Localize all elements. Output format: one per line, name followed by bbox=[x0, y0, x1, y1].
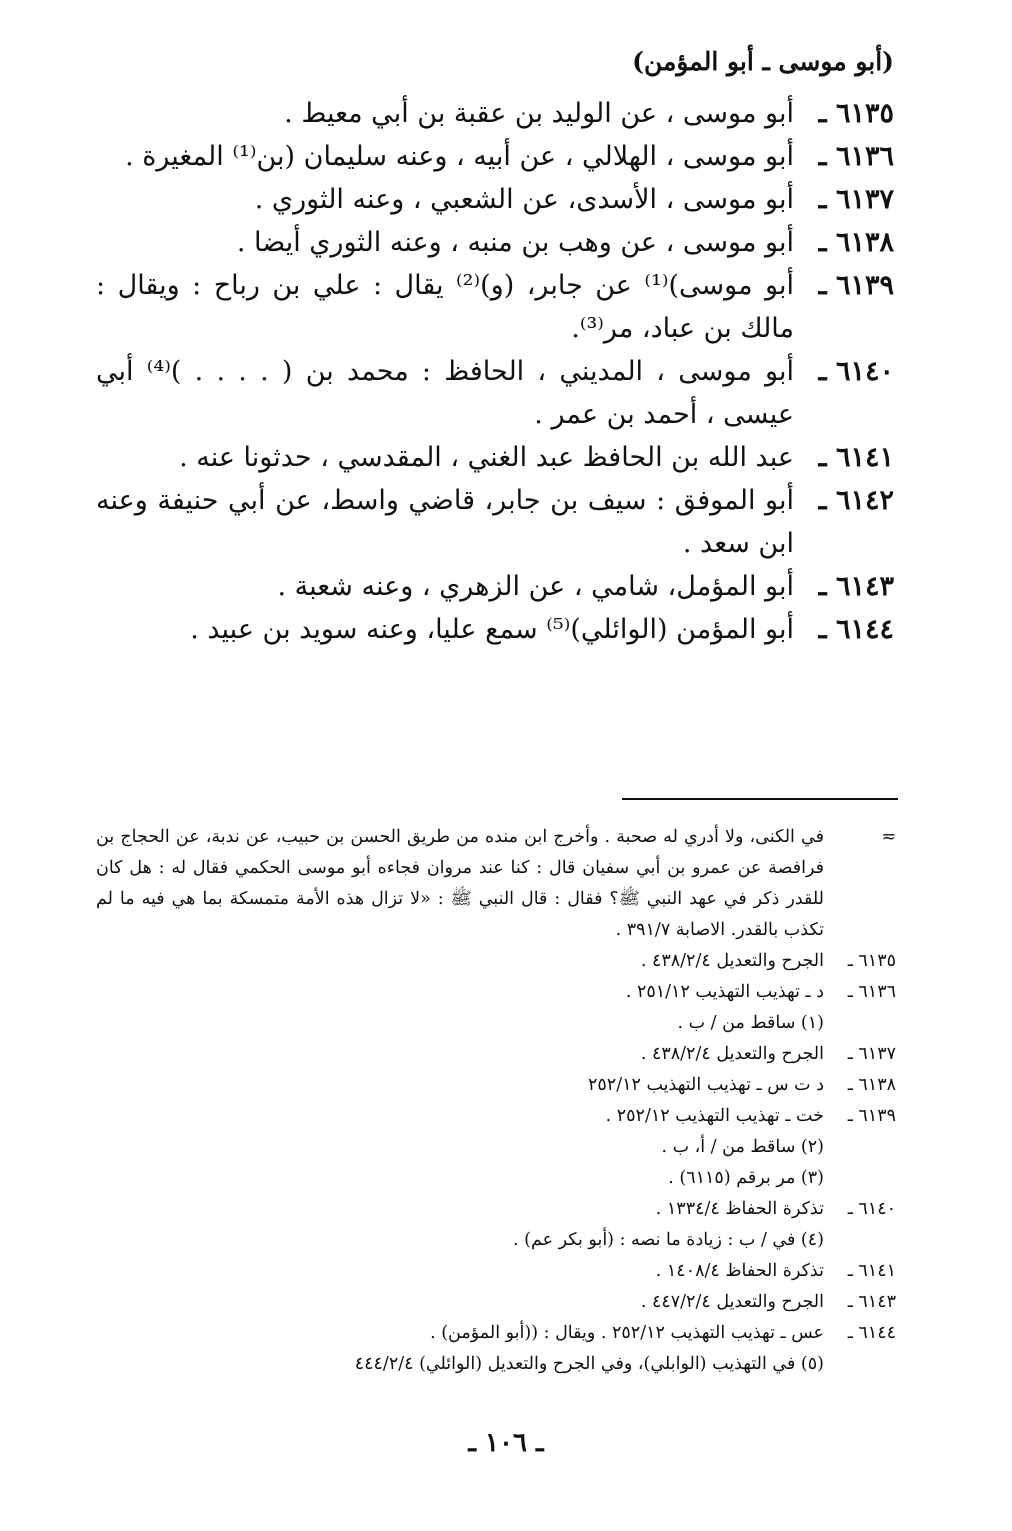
footnote-label: ٦١٤٠ ـ bbox=[847, 1199, 896, 1219]
footnote-text: الجرح والتعديل ٤٣٨/٢/٤ . bbox=[640, 1044, 824, 1064]
footnote-row bbox=[96, 822, 896, 946]
footnote-label: ٦١٣٩ ـ bbox=[847, 1106, 896, 1126]
entry-text: أبو المؤمن (الوائلي)⁽⁵⁾ سمع عليا، وعنه سويد بن عبيد . bbox=[190, 614, 794, 645]
entry-item bbox=[96, 436, 894, 479]
entry-item bbox=[96, 264, 894, 350]
footnote-label: ٦١٣٥ ـ bbox=[847, 951, 896, 971]
entry-text: أبو موسى ، عن وهب بن منبه ، وعنه الثوري أيضا . bbox=[236, 227, 794, 258]
footnote-row bbox=[96, 1256, 896, 1287]
entry-text: أبو موسى ، الأسدى، عن الشعبي ، وعنه الثوري . bbox=[254, 184, 794, 215]
footnote-row bbox=[96, 1101, 896, 1132]
footnote-row bbox=[96, 1349, 896, 1380]
footnote-text: تذكرة الحفاظ ١٤٠٨/٤ . bbox=[655, 1261, 824, 1281]
footnote-row bbox=[96, 1008, 896, 1039]
footnote-label: ≂ bbox=[881, 827, 896, 847]
entry-number: ٦١٣٨ ـ bbox=[818, 227, 894, 258]
entry-text: أبو موسى)⁽¹⁾ عن جابر، (و)⁽²⁾ يقال : علي بن رباح : ويقال : مالك بن عباد، مر⁽³⁾. bbox=[96, 270, 795, 344]
footnote-text: (٤) في / ب : زيادة ما نصه : (أبو بكر عم) . bbox=[513, 1230, 824, 1250]
footnote-row bbox=[96, 1225, 896, 1256]
entry-item bbox=[96, 135, 894, 178]
footnote-text: عس ـ تهذيب التهذيب ٢٥٢/١٢ . ويقال : ((أبو المؤمن) . bbox=[430, 1323, 824, 1343]
footnote-text: تذكرة الحفاظ ١٣٣٤/٤ . bbox=[655, 1199, 824, 1219]
footnote-text: (٣) مر برقم (٦١١٥) . bbox=[668, 1168, 824, 1188]
footnote-label: ٦١٤٤ ـ bbox=[847, 1323, 896, 1343]
entry-number: ٦١٣٥ ـ bbox=[818, 98, 894, 129]
footnote-row bbox=[96, 1287, 896, 1318]
entry-text: أبو موسى ، عن الوليد بن عقبة بن أبي معيط . bbox=[284, 98, 794, 129]
footnote-text: الجرح والتعديل ٤٣٨/٢/٤ . bbox=[640, 951, 824, 971]
entry-number: ٦١٣٧ ـ bbox=[818, 184, 894, 215]
entry-number: ٦١٤٤ ـ bbox=[818, 614, 894, 645]
footnote-label: ٦١٣٧ ـ bbox=[847, 1044, 896, 1064]
footnote-text: د ـ تهذيب التهذيب ٢٥١/١٢ . bbox=[625, 982, 824, 1002]
footnote-row bbox=[96, 946, 896, 977]
entry-number: ٦١٤٣ ـ bbox=[818, 571, 894, 602]
entry-item bbox=[96, 608, 894, 651]
entry-number: ٦١٤١ ـ bbox=[818, 442, 894, 473]
footnote-label: ٦١٤١ ـ bbox=[847, 1261, 896, 1281]
footnote-divider bbox=[622, 798, 898, 800]
entry-text: أبو المؤمل، شامي ، عن الزهري ، وعنه شعبة . bbox=[277, 571, 794, 602]
footnote-text: (١) ساقط من / ب . bbox=[677, 1013, 824, 1033]
footnote-text: الجرح والتعديل ٤٤٧/٢/٤ . bbox=[640, 1292, 824, 1312]
footnote-text: في الكنى، ولا أدري له صحبة . وأخرج ابن منده من طريق الحسن بن حبيب، عن ندبة، عن الحجاج بن فرافصة عن عمرو بن أبي سفيان قال : كنا عند مروان فجاءه أبو موسى الحكمي فقال له : هل كان للقدر ذكر في عهد النبي ﷺ؟ فقال : قال النبي ﷺ : «لا تزال هذه الأمة متمسكة بما هي فيه ما لم تكذب بالقدر. الاصابة ٣٩١/٧ . bbox=[96, 827, 824, 940]
footnote-text: (٢) ساقط من / أ، ب . bbox=[661, 1137, 824, 1157]
footnote-row bbox=[96, 1039, 896, 1070]
entry-number: ٦١٣٩ ـ bbox=[818, 270, 894, 301]
footnote-text: (٥) في التهذيب (الوابلي)، وفي الجرح والتعديل (الوائلي) ٤٤٤/٢/٤ bbox=[354, 1354, 824, 1374]
entry-number: ٦١٤٠ ـ bbox=[818, 356, 894, 387]
entry-item bbox=[96, 178, 894, 221]
entry-text: أبو موسى ، المديني ، الحافظ : محمد بن ( . . . . )⁽⁴⁾ أبي عيسى ، أحمد بن عمر . bbox=[96, 356, 794, 430]
footnote-label: ٦١٣٨ ـ bbox=[847, 1075, 896, 1095]
footnote-row bbox=[96, 1163, 896, 1194]
entry-text: أبو الموفق : سيف بن جابر، قاضي واسط، عن أبي حنيفة وعنه ابن سعد . bbox=[96, 485, 794, 559]
entry-item bbox=[96, 350, 894, 436]
footnote-text: خت ـ تهذيب التهذيب ٢٥٢/١٢ . bbox=[605, 1106, 824, 1126]
entry-item bbox=[96, 221, 894, 264]
footnote-text: د ت س ـ تهذيب التهذيب ٢٥٢/١٢ bbox=[588, 1075, 824, 1095]
footnote-row bbox=[96, 1318, 896, 1349]
entry-text: عبد الله بن الحافظ عبد الغني ، المقدسي ، حدثونا عنه . bbox=[179, 442, 794, 473]
footnote-row bbox=[96, 1194, 896, 1225]
entries-list bbox=[96, 92, 894, 651]
footnote-row bbox=[96, 977, 896, 1008]
entry-item bbox=[96, 479, 894, 565]
entry-item bbox=[96, 565, 894, 608]
footnote-row bbox=[96, 1070, 896, 1101]
page-header-title: (أبو موسى ـ أبو المؤمن) bbox=[632, 47, 894, 76]
entry-text: أبو موسى ، الهلالي ، عن أبيه ، وعنه سليمان (بن⁽¹⁾ المغيرة . bbox=[125, 141, 794, 172]
footnote-label: ٦١٤٣ ـ bbox=[847, 1292, 896, 1312]
footnote-row bbox=[96, 1132, 896, 1163]
page-number: ـ ١٠٦ ـ bbox=[468, 1428, 544, 1458]
entry-number: ٦١٣٦ ـ bbox=[818, 141, 894, 172]
entry-number: ٦١٤٢ ـ bbox=[818, 485, 894, 516]
entry-item bbox=[96, 92, 894, 135]
footnote-label: ٦١٣٦ ـ bbox=[847, 982, 896, 1002]
footnotes bbox=[96, 822, 896, 1380]
